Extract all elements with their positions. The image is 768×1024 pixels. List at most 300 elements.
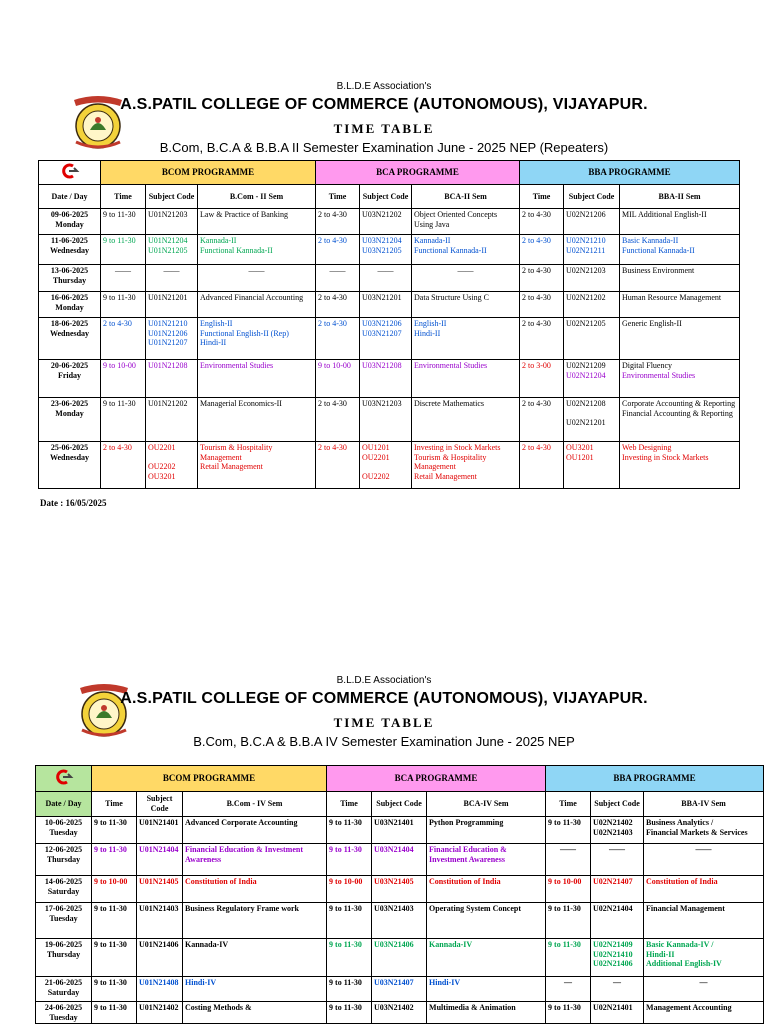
time-cell: [316, 235, 360, 265]
bcom-programme-header: BCOM PROGRAMME: [92, 766, 327, 792]
cell-line: ——: [163, 266, 180, 275]
subject-code-cell: [564, 442, 620, 489]
time-cell: [101, 265, 146, 292]
cell-line: U01N21205: [148, 245, 188, 255]
table-row: [39, 398, 740, 442]
issue-date: Date : 16/05/2025: [40, 498, 107, 508]
date-day-cell: [36, 977, 92, 1002]
column-header: Time: [101, 185, 146, 209]
time-cell: [316, 318, 360, 360]
cell-line: 9 to 11-30: [548, 904, 581, 913]
cell-line: 9 to 11-30: [94, 940, 127, 949]
cell-line: U02N21205: [566, 319, 606, 328]
cell-line: Constitution of India: [429, 877, 501, 886]
cell-line: Hindi-IV: [185, 978, 217, 987]
exam-day: Tuesday: [49, 1012, 78, 1022]
time-cell: [546, 817, 591, 844]
subject-code-cell: [137, 903, 183, 939]
date-day-cell: [39, 398, 101, 442]
cell-line: ——: [115, 266, 131, 275]
time-cell: [546, 1002, 591, 1024]
subject-name-cell: [644, 1002, 764, 1024]
cell-line: [362, 462, 409, 472]
subject-name-cell: [427, 1002, 546, 1024]
date-day-cell: [39, 318, 101, 360]
subject-code-cell: [564, 318, 620, 360]
time-cell: [101, 209, 146, 235]
table-row: [39, 265, 740, 292]
cell-line: Discrete Mathematics: [414, 399, 485, 408]
column-header: B.Com - IV Sem: [183, 792, 327, 817]
cell-line: Financial Markets & Services: [646, 827, 748, 837]
cell-line: 9 to 11-30: [94, 845, 127, 854]
cell-line: 9 to 11-30: [548, 818, 581, 827]
cell-line: Functional English-II (Rep): [200, 328, 289, 338]
subject-name-cell: [427, 817, 546, 844]
exam-date: 25-06-2025: [50, 443, 89, 452]
column-header: Time: [520, 185, 564, 209]
time-cell: [546, 876, 591, 903]
subject-code-cell: [360, 292, 412, 318]
subject-name-cell: [183, 876, 327, 903]
cell-line: 9 to 11-30: [329, 940, 362, 949]
timetable-sem2: [38, 160, 740, 489]
cell-line: U03N21402: [374, 1003, 414, 1012]
cell-line: ——: [560, 845, 577, 854]
cell-line: U01N21208: [148, 361, 188, 370]
subject-code-cell: [146, 292, 198, 318]
date-day-cell: [36, 903, 92, 939]
subject-name-cell: [412, 442, 520, 489]
cell-line: Kannada-II: [414, 236, 451, 245]
time-cell: [520, 209, 564, 235]
subject-name-cell: [412, 398, 520, 442]
subject-name-cell: [198, 292, 316, 318]
table-row: [36, 876, 764, 903]
subject-code-cell: [372, 939, 427, 977]
table-row: [39, 442, 740, 489]
cell-line: 9 to 11-30: [103, 236, 136, 245]
college-name: A.S.PATIL COLLEGE OF COMMERCE (AUTONOMOUS), VIJAYAPUR.: [120, 690, 648, 707]
cell-line: U02N21204: [566, 370, 606, 380]
cell-line: Management Accounting: [646, 1003, 732, 1012]
cell-line: Financial Education & Investment Awareness: [185, 845, 304, 864]
date-day-cell: [36, 876, 92, 903]
cell-line: U02N21209: [566, 361, 606, 370]
subject-code-cell: [360, 398, 412, 442]
timetable-sem4: [35, 765, 764, 1024]
cell-line: Investing in Stock Markets: [414, 443, 501, 452]
subject-code-cell: [564, 360, 620, 398]
cell-line: Functional Kannada-II: [622, 245, 695, 255]
cell-line: OU2201: [148, 443, 176, 452]
time-cell: [101, 318, 146, 360]
cell-line: U01N21403: [139, 904, 179, 913]
cell-line: U02N21407: [593, 877, 633, 886]
cell-line: OU1201: [362, 443, 390, 452]
cell-line: 9 to 11-30: [103, 293, 136, 302]
subject-code-cell: [360, 265, 412, 292]
column-header: Subject Code: [372, 792, 427, 817]
cell-line: Operating System Concept: [429, 904, 522, 913]
subject-code-cell: [360, 235, 412, 265]
cell-line: U03N21401: [374, 818, 414, 827]
time-cell: [327, 903, 372, 939]
subject-code-cell: [591, 817, 644, 844]
cell-line: —: [564, 978, 573, 987]
cell-line: U02N21208: [566, 399, 606, 408]
cell-line: 9 to 11-30: [103, 399, 136, 408]
cell-line: U02N21409: [593, 940, 633, 949]
subject-code-cell: [564, 292, 620, 318]
table-row: [39, 292, 740, 318]
exam-title: B.Com, B.C.A & B.B.A II Semester Examination June - 2025 NEP (Repeaters): [159, 140, 609, 155]
cell-line: U03N21203: [362, 399, 402, 408]
subject-code-cell: [146, 265, 198, 292]
exam-date: 14-06-2025: [44, 877, 83, 886]
cell-line: 9 to 10-00: [548, 877, 582, 886]
cell-line: Web Designing: [622, 443, 672, 452]
association-name: B.L.D.E Association's: [336, 675, 432, 686]
cell-line: U02N21410: [593, 949, 633, 959]
exam-day: Wednesday: [49, 245, 90, 255]
cell-line: 2 to 4-30: [522, 443, 551, 452]
subject-code-cell: [591, 1002, 644, 1024]
cell-line: Kannada-IV: [429, 940, 473, 949]
subject-code-cell: [360, 442, 412, 489]
date-day-cell: [36, 817, 92, 844]
cell-line: U02N21404: [593, 904, 633, 913]
cell-line: Tourism & Hospitality Management: [414, 452, 487, 472]
column-header: Date / Day: [36, 792, 92, 817]
exam-day: Tuesday: [49, 827, 78, 837]
cell-line: 9 to 11-30: [94, 818, 127, 827]
date-day-cell: [39, 235, 101, 265]
subject-code-cell: [360, 318, 412, 360]
cell-line: Costing Methods &: [185, 1003, 252, 1012]
subject-name-cell: [644, 844, 764, 876]
bba-programme-header: BBA PROGRAMME: [546, 766, 764, 792]
time-cell: [327, 939, 372, 977]
cell-line: ——: [377, 266, 394, 275]
college-logo: [72, 678, 136, 742]
cell-line: MIL Additional English-II: [622, 210, 707, 219]
subject-code-cell: [372, 817, 427, 844]
cell-line: 2 to 4-30: [522, 399, 551, 408]
time-cell: [546, 977, 591, 1002]
subject-code-cell: [146, 318, 198, 360]
time-cell: [546, 844, 591, 876]
cell-line: Basic Kannada-IV /: [646, 940, 714, 949]
subject-name-cell: [183, 977, 327, 1002]
exam-day: Monday: [55, 408, 84, 418]
column-header: BCA-IV Sem: [427, 792, 546, 817]
exam-day: Saturday: [47, 886, 80, 896]
cell-line: OU2202: [148, 462, 176, 472]
subject-code-cell: [564, 265, 620, 292]
cell-line: U01N21206: [148, 328, 188, 338]
cell-line: U01N21202: [148, 399, 188, 408]
time-cell: [520, 292, 564, 318]
time-cell: [92, 817, 137, 844]
cell-line: 9 to 10-00: [329, 877, 363, 886]
cell-line: OU2201: [362, 452, 390, 462]
time-cell: [92, 977, 137, 1002]
cell-line: [148, 453, 195, 463]
cell-line: Environmental Studies: [622, 370, 696, 380]
cell-line: 9 to 11-30: [329, 1003, 362, 1012]
time-cell: [316, 360, 360, 398]
cell-line: 2 to 4-30: [522, 210, 551, 219]
exam-day: Thursday: [52, 275, 87, 285]
cell-line: Constitution of India: [646, 877, 718, 886]
table-row: [36, 903, 764, 939]
subject-name-cell: [427, 844, 546, 876]
cell-line: U02N21210: [566, 236, 606, 245]
column-header: Date / Day: [39, 185, 101, 209]
subject-name-cell: [412, 265, 520, 292]
time-cell: [101, 442, 146, 489]
cell-line: Retail Management: [200, 462, 263, 472]
cell-line: Business Analytics /: [646, 818, 714, 827]
cell-line: U03N21204: [362, 236, 402, 245]
college-name: A.S.PATIL COLLEGE OF COMMERCE (AUTONOMOUS), VIJAYAPUR.: [120, 96, 648, 113]
time-cell: [520, 398, 564, 442]
exam-day: Wednesday: [49, 328, 90, 338]
table-row: [36, 817, 764, 844]
cell-line: ——: [457, 266, 474, 275]
time-cell: [92, 903, 137, 939]
time-cell: [101, 235, 146, 265]
subject-name-cell: [412, 318, 520, 360]
cell-line: OU3201: [148, 471, 176, 481]
cell-line: Financial Education & Investment Awareness: [429, 845, 507, 864]
subject-name-cell: [427, 977, 546, 1002]
time-cell: [520, 442, 564, 489]
subject-name-cell: [644, 939, 764, 977]
subject-name-cell: [412, 235, 520, 265]
subject-code-cell: [146, 398, 198, 442]
cell-line: 9 to 11-30: [329, 904, 362, 913]
column-header: Subject Code: [564, 185, 620, 209]
cell-line: U02N21201: [566, 418, 606, 428]
cell-line: U03N21205: [362, 245, 402, 255]
cell-line: U02N21401: [593, 1003, 633, 1012]
cell-line: Business Regulatory Frame work: [185, 904, 299, 913]
cell-line: OU3201: [566, 443, 594, 452]
time-cell: [316, 398, 360, 442]
subject-code-cell: [372, 844, 427, 876]
time-cell: [327, 876, 372, 903]
cell-line: U02N21406: [593, 959, 633, 969]
time-table-title: TIME TABLE: [333, 715, 435, 730]
cell-line: Business Environment: [622, 266, 695, 275]
exam-day: Monday: [55, 219, 84, 229]
subject-name-cell: [412, 209, 520, 235]
subject-name-cell: [198, 360, 316, 398]
cell-line: OU2202: [362, 471, 390, 481]
subject-name-cell: [183, 903, 327, 939]
cell-line: U02N21206: [566, 210, 606, 219]
bba-programme-header: BBA PROGRAMME: [520, 161, 740, 185]
cell-line: 9 to 11-30: [94, 1003, 127, 1012]
exam-date: 11-06-2025: [51, 236, 88, 245]
subject-name-cell: [620, 209, 740, 235]
subject-code-cell: [146, 209, 198, 235]
cell-line: U01N21402: [139, 1003, 179, 1012]
cell-line: OU1201: [566, 452, 594, 462]
mini-logo-icon: [36, 766, 92, 792]
exam-day: Tuesday: [49, 913, 78, 923]
cell-line: 2 to 4-30: [318, 399, 347, 408]
time-cell: [316, 265, 360, 292]
exam-date: 17-06-2025: [44, 904, 83, 913]
subject-name-cell: [198, 235, 316, 265]
cell-line: U03N21201: [362, 293, 402, 302]
subject-name-cell: [183, 1002, 327, 1024]
cell-line: Functional Kannada-II: [200, 245, 273, 255]
cell-line: 2 to 4-30: [522, 266, 551, 275]
time-table-title: TIME TABLE: [333, 121, 435, 136]
cell-line: U03N21202: [362, 210, 402, 219]
time-cell: [92, 844, 137, 876]
column-header: BBA-IV Sem: [644, 792, 764, 817]
date-day-cell: [39, 442, 101, 489]
cell-line: 2 to 4-30: [318, 319, 347, 328]
subject-code-cell: [591, 844, 644, 876]
cell-line: U01N21406: [139, 940, 179, 949]
table-row: [39, 235, 740, 265]
cell-line: 9 to 11-30: [329, 978, 362, 987]
cell-line: Investing in Stock Markets: [622, 452, 709, 462]
cell-line: U02N21203: [566, 266, 606, 275]
cell-line: 2 to 4-30: [522, 319, 551, 328]
cell-line: U03N21406: [374, 940, 414, 949]
cell-line: Human Resource Management: [622, 293, 722, 302]
cell-line: Python Programming: [429, 818, 504, 827]
cell-line: 2 to 4-30: [522, 236, 551, 245]
cell-line: U03N21404: [374, 845, 414, 854]
cell-line: Kannada-II: [200, 236, 237, 245]
subject-code-cell: [137, 939, 183, 977]
cell-line: Hindi-II: [646, 949, 675, 959]
subject-code-cell: [137, 817, 183, 844]
time-cell: [316, 442, 360, 489]
cell-line: Financial Accounting & Reporting: [622, 408, 733, 418]
column-header: Subject Code: [591, 792, 644, 817]
cell-line: 2 to 4-30: [318, 293, 347, 302]
exam-day: Thursday: [46, 854, 81, 864]
table-row: [39, 360, 740, 398]
cell-line: [566, 409, 617, 419]
time-cell: [520, 235, 564, 265]
time-cell: [546, 903, 591, 939]
subject-code-cell: [360, 209, 412, 235]
cell-line: U03N21206: [362, 319, 402, 328]
cell-line: 2 to 4-30: [318, 236, 347, 245]
cell-line: Financial Management: [646, 904, 725, 913]
date-day-cell: [39, 360, 101, 398]
cell-line: U03N21407: [374, 978, 414, 987]
exam-date: 16-06-2025: [50, 293, 89, 302]
cell-line: Retail Management: [414, 471, 477, 481]
subject-code-cell: [372, 977, 427, 1002]
cell-line: U01N21210: [148, 319, 188, 328]
cell-line: Corporate Accounting & Reporting: [622, 399, 736, 408]
exam-date: 21-06-2025: [44, 978, 83, 987]
subject-name-cell: [620, 265, 740, 292]
cell-line: 9 to 11-30: [94, 978, 127, 987]
column-header: B.Com - II Sem: [198, 185, 316, 209]
time-cell: [316, 292, 360, 318]
cell-line: U01N21401: [139, 818, 179, 827]
time-cell: [92, 876, 137, 903]
cell-line: Hindi-II: [200, 338, 227, 348]
exam-title: B.Com, B.C.A & B.B.A IV Semester Examination June - 2025 NEP: [193, 734, 575, 749]
bca-programme-header: BCA PROGRAMME: [316, 161, 520, 185]
cell-line: U01N21408: [139, 978, 179, 987]
cell-line: 9 to 10-00: [94, 877, 128, 886]
cell-line: U03N21405: [374, 877, 414, 886]
cell-line: Additional English-IV: [646, 959, 722, 969]
exam-date: 10-06-2025: [44, 818, 83, 827]
cell-line: U01N21404: [139, 845, 179, 854]
time-cell: [520, 318, 564, 360]
cell-line: 9 to 11-30: [329, 845, 362, 854]
subject-code-cell: [591, 903, 644, 939]
column-header: Time: [327, 792, 372, 817]
table-row: [39, 209, 740, 235]
table-row: [36, 977, 764, 1002]
cell-line: U01N21405: [139, 877, 179, 886]
cell-line: U02N21211: [566, 245, 606, 255]
subject-name-cell: [427, 903, 546, 939]
cell-line: Tourism & Hospitality Management: [200, 443, 273, 462]
subject-name-cell: [198, 318, 316, 360]
subject-name-cell: [644, 817, 764, 844]
time-cell: [520, 265, 564, 292]
time-cell: [92, 1002, 137, 1024]
subject-name-cell: [183, 817, 327, 844]
exam-day: Thursday: [46, 949, 81, 959]
subject-code-cell: [591, 876, 644, 903]
time-cell: [316, 209, 360, 235]
cell-line: U02N21202: [566, 293, 606, 302]
cell-line: 2 to 4-30: [103, 443, 132, 452]
subject-name-cell: [198, 398, 316, 442]
exam-date: 24-06-2025: [44, 1003, 83, 1012]
subject-code-cell: [372, 1002, 427, 1024]
cell-line: 9 to 10-00: [318, 361, 351, 370]
cell-line: U01N21201: [148, 293, 188, 302]
exam-day: Saturday: [47, 987, 80, 997]
time-cell: [101, 398, 146, 442]
cell-line: Hindi-II: [414, 328, 441, 338]
cell-line: —: [699, 978, 708, 987]
subject-code-cell: [146, 235, 198, 265]
cell-line: Environmental Studies: [414, 361, 488, 370]
cell-line: Object Oriented Concepts Using Java: [414, 210, 498, 229]
table-row: [36, 1002, 764, 1024]
cell-line: U03N21208: [362, 361, 402, 370]
cell-line: 9 to 11-30: [548, 1003, 581, 1012]
column-header: Subject Code: [137, 792, 183, 817]
cell-line: U01N21203: [148, 210, 188, 219]
cell-line: Data Structure Using C: [414, 293, 489, 302]
subject-code-cell: [137, 844, 183, 876]
time-cell: [101, 360, 146, 398]
cell-line: 9 to 11-30: [329, 818, 362, 827]
